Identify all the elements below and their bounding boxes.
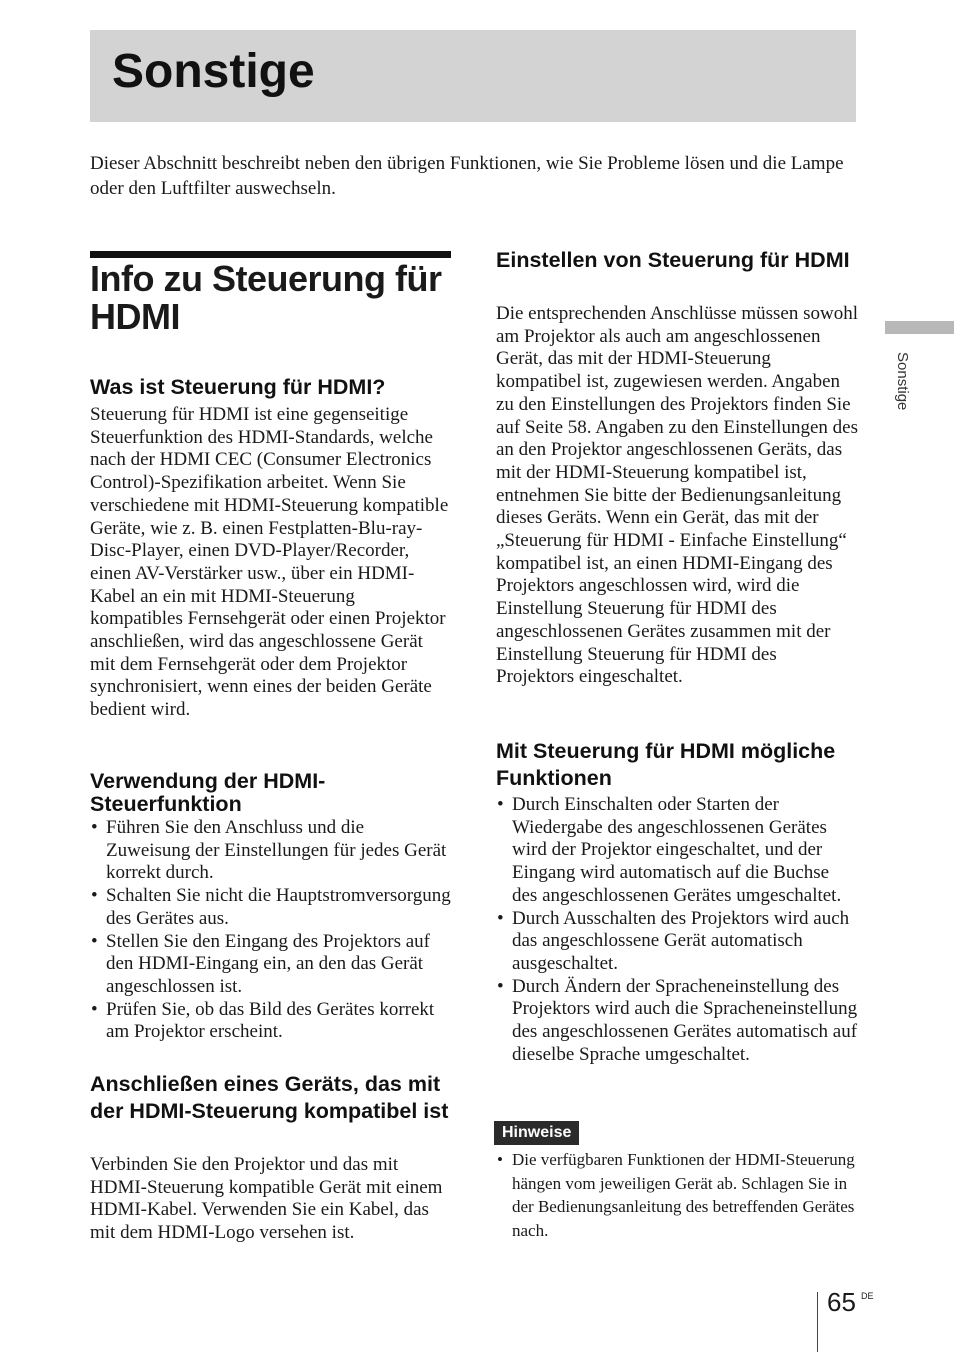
heading-settings: Einstellen von Steuerung für HDMI (496, 248, 850, 272)
list-item: • Stellen Sie den Eingang des Projektors auf den HDMI-Eingang ein, an den das Gerät angeschlossen ist. (90, 931, 452, 999)
section-title: Info zu Steuerung für HDMI (90, 258, 442, 337)
chapter-header-bar (90, 30, 856, 122)
side-tab-label: Sonstige (894, 352, 911, 411)
list-item: • Führen Sie den Anschluss und die Zuweisung der Einstellungen für jedes Gerät korrekt durch. (90, 817, 452, 885)
notes-list (496, 1148, 858, 1242)
heading-what-is: Was ist Steuerung für HDMI? (90, 375, 386, 399)
side-tab-marker (885, 321, 954, 334)
list-item: • Durch Einschalten oder Starten der Wiedergabe des angeschlossenen Gerätes wird der Projektor eingeschaltet, und der Eingang wird automatisch auf die Buchse des angeschlossenen Gerätes umgeschaltet. (496, 794, 858, 908)
list-item: • Schalten Sie nicht die Hauptstromversorgung des Gerätes aus. (90, 885, 452, 930)
heading-functions: Mit Steuerung für HDMI mögliche Funktionen (496, 739, 836, 790)
page-number-divider (817, 1292, 818, 1352)
page-number: 65 (827, 1287, 856, 1317)
chapter-title: Sonstige (112, 45, 315, 98)
list-item: • Durch Ändern der Spracheneinstellung des Projektors wird auch die Spracheneinstellung des angeschlossenen Gerätes automatisch auf dieselbe Sprache umgeschaltet. (496, 976, 858, 1067)
list-item: • Durch Ausschalten des Projektors wird auch das angeschlossene Gerät automatisch ausgeschaltet. (496, 908, 858, 976)
paragraph-what-is: Steuerung für HDMI ist eine gegenseitige Steuerfunktion des HDMI-Standards, welche nach der HDMI CEC (Consumer Electronics Control)-Spezifikation arbeitet. Wenn Sie verschiedene mit HDMI-Steuerung kompatible Geräte, wie z. B. einen Festplatten-Blu-ray-Disc-Player, einen DVD-Player/Recorder, einen AV-Verstärker usw., über ein HDMI-Kabel an ein mit HDMI-Steuerung kompatibles Fernsehgerät oder einen Projektor anschließen, wird das angeschlossene Gerät mit dem Fernsehgerät oder dem Projektor synchronisiert, wenn eines der beiden Geräte bedient wird. (90, 404, 449, 721)
chapter-intro: Dieser Abschnitt beschreibt neben den übrigen Funktionen, wie Sie Probleme lösen und die Lampe oder den Luftfilter auswechseln. (90, 153, 844, 199)
heading-connect: Anschließen eines Geräts, das mit der HDMI-Steuerung kompatibel ist (90, 1072, 449, 1123)
page-language: DE (861, 1291, 874, 1301)
section-rule (90, 251, 451, 258)
functions-list (496, 794, 858, 1066)
list-item: • Prüfen Sie, ob das Bild des Gerätes korrekt am Projektor erscheint. (90, 999, 452, 1044)
list-item: • Die verfügbaren Funktionen der HDMI-Steuerung hängen vom jeweiligen Gerät ab. Schlagen Sie in der Bedienungsanleitung des betreffenden Gerätes nach. (496, 1148, 858, 1242)
heading-usage: Verwendung der HDMI-Steuerfunktion (90, 769, 326, 816)
usage-list (90, 817, 452, 1044)
paragraph-connect: Verbinden Sie den Projektor und das mit HDMI-Steuerung kompatible Gerät mit einem HDMI-Kabel. Verwenden Sie ein Kabel, das mit dem HDMI-Logo versehen ist. (90, 1154, 443, 1244)
paragraph-settings: Die entsprechenden Anschlüsse müssen sowohl am Projektor als auch am angeschlossenen Gerät, das mit der HDMI-Steuerung kompatibel ist, zugewiesen werden. Angaben zu den Einstellungen des Projektors finden Sie auf Seite 58. Angaben zu den Einstellungen des an den Projektor angeschlossenen Geräts, das mit der HDMI-Steuerung kompatibel ist, entnehmen Sie bitte der Bedienungsanleitung dieses Geräts. Wenn ein Gerät, das mit der „Steuerung für HDMI - Einfache Einstellung“ kompatibel ist, an einen HDMI-Eingang des Projektors angeschlossen wird, wird die Einstellung Steuerung für HDMI des angeschlossenen Gerätes zusammen mit der Einstellung Steuerung für HDMI des Projektors eingeschaltet. (496, 303, 858, 688)
notes-badge: Hinweise (494, 1121, 579, 1145)
